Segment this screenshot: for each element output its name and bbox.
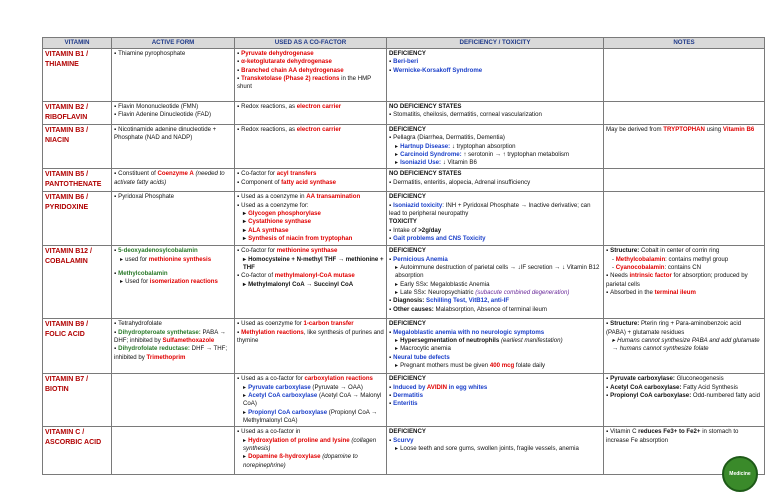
deficiency-cell — [387, 169, 604, 192]
deficiency-item: ▪ Enteritis — [389, 400, 601, 408]
vitamin-name: VITAMIN C / ASCORBIC ACID — [43, 427, 112, 475]
deficiency-cell — [387, 102, 604, 125]
notes-highlight: TRYPTOPHAN — [663, 126, 705, 133]
deficiency-item: ▪ Scurvy — [389, 437, 601, 445]
deficiency-title: NO DEFICIENCY STATES — [389, 170, 462, 178]
active-form-note: (needed to activate fatty acids) — [114, 170, 225, 186]
cofactor-item: ▪ Branched chain AA dehydrogenase — [237, 67, 384, 75]
deficiency-sub-item: ▸ Autoimmune destruction of parietal cells → ↓IF secretion → ↓ Vitamin B12 absorption — [389, 264, 601, 281]
cofactor-highlight: methionine synthase — [276, 247, 338, 255]
vitamin-name: VITAMIN B3 / NIACIN — [43, 125, 112, 169]
cofactor-item-suffix: in the HMP shunt — [237, 74, 372, 91]
deficiency-sub-text: folate daily — [514, 361, 546, 369]
deficiency-item: ▪ Neural tube defects — [389, 354, 601, 362]
header-deficiency: DEFICIENCY / TOXICITY — [387, 38, 604, 49]
active-form-text: PABA → DHF; inhibited by — [114, 328, 226, 345]
notes-text: Pterin ring + Para-aminobenzoic acid (PABA) + glutamate residues — [606, 320, 742, 336]
active-form-cell — [112, 319, 235, 374]
cofactor-sub-text: (Pyruvate → OAA) — [310, 383, 363, 391]
notes-highlight: intrinsic factor — [629, 272, 672, 280]
deficiency-sub-item: ▸ Early SSx: Megaloblastic Anemia — [389, 281, 601, 289]
deficiency-sub-note: (earliest manifestation) — [499, 337, 563, 345]
active-form-item: ▪ Methylcobalamin — [114, 270, 232, 278]
deficiency-cell — [387, 427, 604, 475]
active-form-cell — [112, 169, 235, 192]
vitamin-name: VITAMIN B12 / COBALAMIN — [43, 246, 112, 319]
active-form-highlight: isomerization reactions — [149, 278, 218, 286]
row-b2 — [43, 102, 765, 125]
notes-cell — [604, 192, 765, 246]
deficiency-item: ▪ Wernicke-Korsakoff Syndrome — [389, 67, 601, 75]
cofactor-highlight: Methylation reactions — [241, 328, 304, 336]
cofactor-cell — [235, 125, 387, 169]
notes-text: Vitamin C — [610, 428, 639, 436]
notes-text: May be derived from — [606, 126, 664, 133]
row-b5 — [43, 169, 765, 192]
cofactor-sub-item: ▸ Methylmalonyl CoA → Succinyl CoA — [237, 281, 384, 289]
active-form-item: ▪ 5-deoxyadenosylcobalamin — [114, 247, 232, 255]
notes-highlight: Methylcobalamin — [615, 255, 666, 263]
deficiency-title: DEFICIENCY — [389, 50, 426, 57]
notes-highlight: Cyanocobalamin — [615, 264, 665, 272]
deficiency-sub-item: ▸ Macrocytic anemia — [389, 345, 601, 353]
cofactor-cell — [235, 192, 387, 246]
row-b9 — [43, 319, 765, 374]
deficiency-sub-label: Hartnup Disease: — [400, 142, 451, 150]
toxicity-text: Intake of — [393, 226, 419, 234]
active-form-cell — [112, 49, 235, 102]
cofactor-note: (dopamine to norepinephrine) — [243, 453, 358, 469]
cofactor-text: Redox reactions, as — [241, 103, 297, 110]
cofactor-cell — [235, 374, 387, 427]
deficiency-item: ▪ Dermatitis — [389, 392, 601, 400]
notes-text: Fatty Acid Synthesis — [681, 383, 738, 391]
cofactor-highlight: Dopamine ß-hydroxylase — [248, 453, 321, 461]
cofactor-note: (collagen synthesis) — [243, 436, 377, 453]
active-form-cell — [112, 246, 235, 319]
cofactor-text: Used as a co-factor for — [241, 375, 305, 383]
notes-text: in stomach to increase Fe absorption — [606, 428, 739, 444]
deficiency-item: ▪ Megaloblastic anemia with no neurologic symptoms — [389, 329, 601, 337]
active-form-cell — [112, 102, 235, 125]
deficiency-sub-label: Hypersegmentation of neutrophils — [400, 337, 500, 345]
notes-text: for absorption; produced by parietal cells — [606, 272, 748, 288]
cofactor-cell — [235, 319, 387, 374]
notes-label: Propionyl CoA carboxylase: — [610, 392, 692, 400]
cofactor-sub-item: ▸ Glycogen phosphorylase — [237, 210, 384, 218]
deficiency-title: DEFICIENCY — [389, 247, 426, 255]
deficiency-title: DEFICIENCY — [389, 193, 426, 201]
cofactor-item: ▪ α-ketoglutarate dehydrogenase — [237, 58, 384, 66]
cofactor-text: , like synthesis of purines and thymine — [237, 328, 384, 345]
cofactor-highlight: carboxylation reactions — [304, 375, 373, 383]
cofactor-sub-item: ▸ Cystathione synthase — [237, 218, 384, 226]
deficiency-sub-highlight: 400 mcg — [489, 361, 515, 369]
vitamin-name: VITAMIN B1 / THIAMINE — [43, 49, 112, 102]
active-form-item: ▪ Nicotinamide adenine dinucleotide + Phosphate (NAD and NADP) — [114, 126, 232, 143]
cofactor-sub-item: ▸ Homocysteine + N-methyl THF → methionine + THF — [237, 256, 384, 273]
vitamin-table — [42, 37, 765, 475]
notes-label: reduces Fe3+ to Fe2+ — [638, 428, 701, 436]
notes-label: Acetyl CoA carboxylase: — [610, 383, 682, 391]
vitamin-name: VITAMIN B6 / PYRIDOXINE — [43, 192, 112, 246]
deficiency-item: ▪ Stomatitis, cheilosis, dermatitis, corneal vascularization — [389, 111, 601, 119]
cofactor-highlight: electron carrier — [296, 126, 342, 133]
active-form-label: Dihydrofolate reductase: — [118, 345, 190, 353]
row-b12 — [43, 246, 765, 319]
notes-cell — [604, 49, 765, 102]
active-form-item: ▪ Flavin Mononucleotide (FMN) — [114, 103, 232, 111]
active-form-cell — [112, 374, 235, 427]
diagnosis-label: Diagnosis: — [393, 297, 425, 305]
toxicity-item: ▪ Gait problems and CNS Toxicity — [389, 235, 601, 243]
deficiency-title: DEFICIENCY — [389, 428, 426, 436]
notes-cell — [604, 319, 765, 374]
deficiency-cell — [387, 125, 604, 169]
notes-label: Structure: — [610, 320, 640, 328]
deficiency-sub-text: ↑ serotonin → ↑ tryptophan metabolism — [461, 150, 570, 158]
notes-cell — [604, 374, 765, 427]
cofactor-text: Redox reactions, as — [241, 126, 297, 133]
notes-text: Gluconeogenesis — [674, 375, 724, 383]
notes-text: using — [704, 126, 723, 133]
deficiency-text: : INH + Pyridoxal Phosphate → Inactive derivative; can lead to peripheral neuropathy — [389, 201, 591, 218]
notes-label: Structure: — [610, 247, 640, 255]
deficiency-sub-text: Pregnant mothers must be given — [400, 361, 490, 369]
row-b6 — [43, 192, 765, 246]
notes-sub-item: ▸ Humans cannot synthesize PABA and add glutamate → humans cannot synthesize folate — [606, 337, 762, 354]
vitamin-name: VITAMIN B9 / FOLIC ACID — [43, 319, 112, 374]
notes-cell: ▪ Structure: Cobalt in center of corrin ring - Methylcobalamin: contains methyl group - Cyanocobalamin: contains CN ▪ Needs intrinsic factor for absorption; produced by parietal cells ▪ Absorbed in the terminal ileum — [604, 246, 765, 319]
deficiency-sub-item: ▸ Loose teeth and sore gums, swollen joints, fragile vessels, anemia — [389, 445, 601, 453]
cofactor-text: Co-factor for — [241, 170, 277, 178]
row-b3 — [43, 125, 765, 169]
toxicity-title: TOXICITY — [389, 218, 417, 226]
deficiency-item: ▪ Pellagra (Diarrhea, Dermatitis, Dementia) — [389, 134, 601, 142]
active-form-cell — [112, 192, 235, 246]
deficiency-item: ▪ Beri-beri — [389, 58, 601, 66]
logo-stamp — [722, 456, 758, 492]
deficiency-title: DEFICIENCY — [389, 320, 426, 328]
deficiency-sub-note: (subacute combined degeneration) — [475, 288, 570, 296]
cofactor-item: ▪ Pyruvate dehydrogenase — [237, 50, 384, 58]
notes-highlight: Vitamin B6 — [722, 126, 755, 133]
notes-cell — [604, 169, 765, 192]
cofactor-sub-item: ▸ Synthesis of niacin from tryptophan — [237, 235, 384, 243]
deficiency-highlight: AVIDIN — [426, 383, 448, 391]
active-form-highlight: Sulfamethoxazole — [162, 337, 215, 345]
cofactor-item: Transketolase (Phase 2) reactions — [241, 74, 340, 82]
header-active-form: ACTIVE FORM — [112, 38, 235, 49]
cofactor-sub-item: ▸ ALA synthase — [237, 227, 384, 235]
active-form-item: ▪ Thiamine pyrophosphate — [114, 50, 232, 58]
cofactor-highlight: fatty acid synthase — [281, 178, 337, 186]
cofactor-sub-label: Pyruvate carboxylase — [248, 383, 311, 391]
header-row — [43, 38, 765, 49]
row-b1 — [43, 49, 765, 102]
other-causes-label: Other causes: — [393, 305, 434, 313]
active-form-highlight: methionine synthesis — [148, 255, 212, 263]
deficiency-text: in egg whites — [447, 383, 488, 391]
deficiency-sub-text: Late SSx: Neuropsychiatric — [400, 288, 476, 296]
cofactor-cell — [235, 246, 387, 319]
notes-cell — [604, 125, 765, 169]
notes-text: Cobalt in center of corrin ring — [639, 247, 720, 255]
notes-highlight: terminal ileum — [654, 288, 696, 296]
notes-label: Pyruvate carboxylase: — [610, 375, 675, 383]
header-vitamin: VITAMIN — [43, 38, 112, 49]
header-cofactor: USED AS A CO-FACTOR — [235, 38, 387, 49]
cofactor-highlight: electron carrier — [296, 103, 342, 110]
cofactor-text: Component of — [241, 178, 282, 186]
deficiency-sub-label: Carcinoid Syndrome: — [400, 150, 462, 158]
cofactor-text: Co-factor of — [241, 272, 275, 280]
cofactor-text: Co-factor for — [241, 247, 277, 255]
deficiency-title: NO DEFICIENCY STATES — [389, 103, 462, 110]
deficiency-title: DEFICIENCY — [389, 126, 426, 133]
cofactor-cell — [235, 102, 387, 125]
deficiency-cell — [387, 319, 604, 374]
cofactor-text: ▪ Used as a coenzyme for: — [237, 202, 384, 210]
deficiency-cell — [387, 374, 604, 427]
deficiency-cell — [387, 192, 604, 246]
active-form-highlight: Coenzyme A — [157, 170, 194, 178]
cofactor-sub-text: (Propionyl CoA → Methylmalonyl CoA) — [243, 408, 378, 424]
deficiency-title: DEFICIENCY — [389, 375, 426, 383]
cofactor-highlight: 1-carbon transfer — [303, 320, 354, 328]
row-b7 — [43, 374, 765, 427]
active-form-item: ▪ Tetrahydrofolate — [114, 320, 232, 328]
notes-text: : contains CN — [664, 264, 702, 272]
deficiency-item: ▪ Dermatitis, enteritis, alopecia, Adrenal insufficiency — [389, 179, 601, 187]
deficiency-sub-label: Isoniazid Use: — [400, 159, 442, 167]
cofactor-sub-text: (Acetyl CoA → Malonyl CoA) — [243, 392, 382, 408]
deficiency-sub-text: ↓ tryptophan absorption — [450, 142, 516, 150]
active-form-item: ▪ Flavin Adenine Dinucleotide (FAD) — [114, 111, 232, 119]
logo-text: Medicine — [729, 471, 751, 477]
active-form-item: ▪ Pyridoxal Phosphate — [114, 193, 232, 201]
notes-text: Needs — [610, 272, 630, 280]
cofactor-text: Used as a coenzyme in — [241, 193, 307, 201]
cofactor-cell — [235, 49, 387, 102]
row-c — [43, 427, 765, 475]
vitamin-name: VITAMIN B2 / RIBOFLAVIN — [43, 102, 112, 125]
other-causes-text: Malabsorption, Absence of terminal ileum — [433, 305, 547, 313]
cofactor-highlight: acyl transfers — [276, 170, 317, 178]
active-form-text: used for — [125, 255, 149, 263]
active-form-cell — [112, 427, 235, 475]
deficiency-cell — [387, 49, 604, 102]
diagnosis-text: Schilling Test, VitB12, anti-IF — [424, 297, 510, 305]
active-form-label: Dihydropteroate synthetase: — [118, 328, 201, 336]
notes-text: : contains methyl group — [665, 255, 729, 263]
active-form-text: Constituent of — [118, 170, 158, 178]
cofactor-text: ▪ Used as a co-factor in — [237, 428, 384, 436]
cofactor-sub-label: Acetyl CoA carboxylase — [248, 392, 318, 400]
deficiency-text: Induced by — [393, 383, 427, 391]
vitamin-name: VITAMIN B7 / BIOTIN — [43, 374, 112, 427]
active-form-cell — [112, 125, 235, 169]
active-form-highlight: Trimethoprim — [146, 353, 186, 361]
cofactor-highlight: AA transamination — [306, 193, 361, 201]
cofactor-highlight: methylmalonyl-CoA mutase — [274, 272, 355, 280]
deficiency-cell — [387, 246, 604, 319]
active-form-text: Used for — [125, 278, 150, 286]
cofactor-sub-label: Propionyl CoA carboxylase — [248, 408, 328, 416]
active-form-text: DHF → THF; inhibited by — [114, 345, 228, 361]
cofactor-highlight: Hydroxylation of proline and lysine — [248, 436, 350, 444]
deficiency-sub-text: ↓ Vitamin B6 — [441, 159, 477, 167]
notes-text: Absorbed in the — [610, 288, 655, 296]
cofactor-cell — [235, 169, 387, 192]
deficiency-label: Isoniazid toxicity — [393, 201, 443, 209]
cofactor-text: Used as coenzyme for — [241, 320, 304, 328]
vitamin-name: VITAMIN B5 / PANTOTHENATE — [43, 169, 112, 192]
header-notes: NOTES — [604, 38, 765, 49]
toxicity-value: >2g/day — [418, 226, 442, 234]
notes-cell — [604, 102, 765, 125]
notes-text: Odd-numbered fatty acid — [691, 392, 760, 400]
cofactor-cell — [235, 427, 387, 475]
deficiency-item: ▪ Pernicious Anemia — [389, 256, 601, 264]
